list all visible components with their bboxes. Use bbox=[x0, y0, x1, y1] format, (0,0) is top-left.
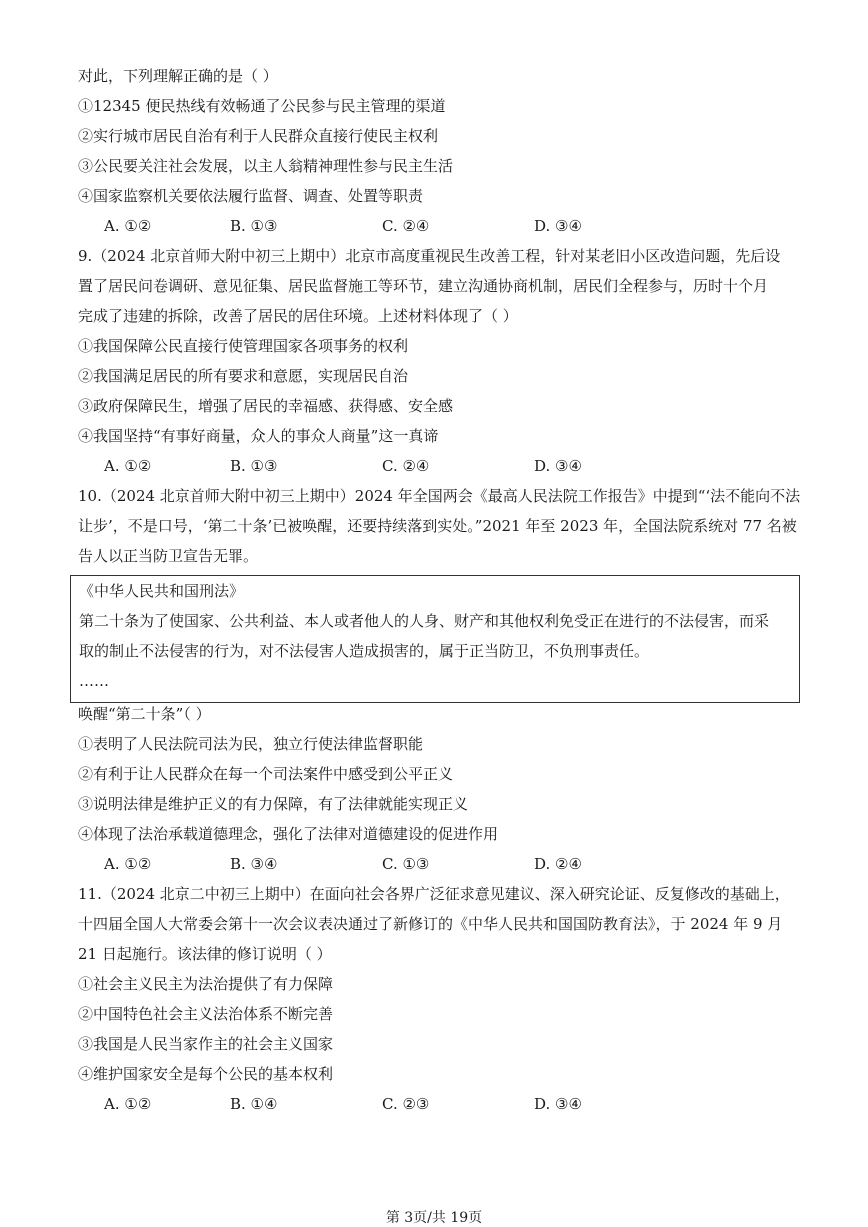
q8-stem: 对此，下列理解正确的是（ ） bbox=[78, 67, 278, 85]
q10-stem-line-2: 让步’，不是口号，‘第二十条’已被唤醒，还要持续落到实处。”2021 年至 2023 年，全国法院系统对 77 名被 bbox=[78, 517, 797, 535]
q8-option-c: C. ②④ bbox=[382, 217, 430, 235]
q9-item-2: ②我国满足居民的所有要求和意愿，实现居民自治 bbox=[78, 367, 409, 385]
page-number-footer: 第 3页/共 19页 bbox=[385, 1210, 483, 1226]
q11-item-2: ②中国特色社会主义法治体系不断完善 bbox=[78, 1005, 334, 1023]
q10-option-d: D. ②④ bbox=[534, 855, 582, 873]
q11-options bbox=[78, 1094, 798, 1114]
q11-stem-line-2: 十四届全国人大常委会第十一次会议表决通过了新修订的《中华人民共和国国防教育法》，于 2024 年 9 月 bbox=[78, 915, 783, 933]
q10-options bbox=[78, 854, 798, 874]
law-title: 《中华人民共和国刑法》 bbox=[79, 582, 245, 600]
q10-item-4: ④体现了法治承载道德理念，强化了法律对道德建设的促进作用 bbox=[78, 825, 499, 843]
q8-item-1: ①12345 便民热线有效畅通了公民参与民主管理的渠道 bbox=[78, 97, 446, 115]
q10-option-b: B. ③④ bbox=[230, 855, 278, 873]
q11-stem-line-3: 21 日起施行。该法律的修订说明（ ） bbox=[78, 945, 332, 963]
q10-stem-line-3: 告人以正当防卫宣告无罪。 bbox=[78, 547, 259, 565]
q11-option-d: D. ③④ bbox=[534, 1095, 582, 1113]
q8-item-2: ②实行城市居民自治有利于人民群众直接行使民主权利 bbox=[78, 127, 439, 145]
q9-option-a: A. ①② bbox=[104, 457, 152, 475]
q8-options bbox=[78, 216, 798, 236]
law-text-line-2: 取的制止不法侵害的行为，对不法侵害人造成损害的，属于正当防卫，不负刑事责任。 bbox=[79, 642, 650, 660]
q11-option-b: B. ①④ bbox=[230, 1095, 278, 1113]
q10-option-c: C. ①③ bbox=[382, 855, 430, 873]
q11-stem-line-1: 11.（2024 北京二中初三上期中）在面向社会各界广泛征求意见建议、深入研究论证、反复修改的基础上， bbox=[78, 885, 790, 903]
q9-item-3: ③政府保障民生，增强了居民的幸福感、获得感、安全感 bbox=[78, 397, 454, 415]
q11-item-4: ④维护国家安全是每个公民的基本权利 bbox=[78, 1065, 334, 1083]
q10-stem-line-1: 10.（2024 北京首师大附中初三上期中）2024 年全国两会《最高人民法院工作报告》中提到“‘法不能向不法 bbox=[78, 487, 801, 505]
q8-option-b: B. ①③ bbox=[230, 217, 278, 235]
q9-item-4: ④我国坚持“有事好商量，众人的事众人商量”这一真谛 bbox=[78, 427, 439, 445]
q9-option-b: B. ①③ bbox=[230, 457, 278, 475]
q9-options bbox=[78, 456, 798, 476]
q9-option-c: C. ②④ bbox=[382, 457, 430, 475]
q11-item-1: ①社会主义民主为法治提供了有力保障 bbox=[78, 975, 334, 993]
q10-option-a: A. ①② bbox=[104, 855, 152, 873]
q8-option-a: A. ①② bbox=[104, 217, 152, 235]
law-ellipsis: …… bbox=[79, 672, 109, 690]
q10-item-1: ①表明了人民法院司法为民，独立行使法律监督职能 bbox=[78, 735, 424, 753]
q8-option-d: D. ③④ bbox=[534, 217, 582, 235]
q9-option-d: D. ③④ bbox=[534, 457, 582, 475]
q10-item-3: ③说明法律是维护正义的有力保障，有了法律就能实现正义 bbox=[78, 795, 469, 813]
q8-item-3: ③公民要关注社会发展，以主人翁精神理性参与民主生活 bbox=[78, 157, 454, 175]
q10-question: 唤醒“第二十条”（ ） bbox=[78, 705, 211, 723]
q8-item-4: ④国家监察机关要依法履行监督、调查、处置等职责 bbox=[78, 187, 424, 205]
law-text-line-1: 第二十条为了使国家、公共利益、本人或者他人的人身、财产和其他权利免受正在进行的不法侵害，而采 bbox=[79, 612, 770, 630]
q9-stem-line-2: 置了居民问卷调研、意见征集、居民监督施工等环节，建立沟通协商机制，居民们全程参与，历时十个月 bbox=[78, 277, 769, 295]
q11-item-3: ③我国是人民当家作主的社会主义国家 bbox=[78, 1035, 334, 1053]
q11-option-c: C. ②③ bbox=[382, 1095, 430, 1113]
q9-stem-line-3: 完成了违建的拆除，改善了居民的居住环境。上述材料体现了（ ） bbox=[78, 307, 518, 325]
law-excerpt-box bbox=[70, 575, 800, 703]
q10-item-2: ②有利于让人民群众在每一个司法案件中感受到公平正义 bbox=[78, 765, 454, 783]
q11-option-a: A. ①② bbox=[104, 1095, 152, 1113]
q9-item-1: ①我国保障公民直接行使管理国家各项事务的权利 bbox=[78, 337, 409, 355]
q9-stem-line-1: 9.（2024 北京首师大附中初三上期中）北京市高度重视民生改善工程，针对某老旧小区改造问题，先后设 bbox=[78, 247, 781, 265]
